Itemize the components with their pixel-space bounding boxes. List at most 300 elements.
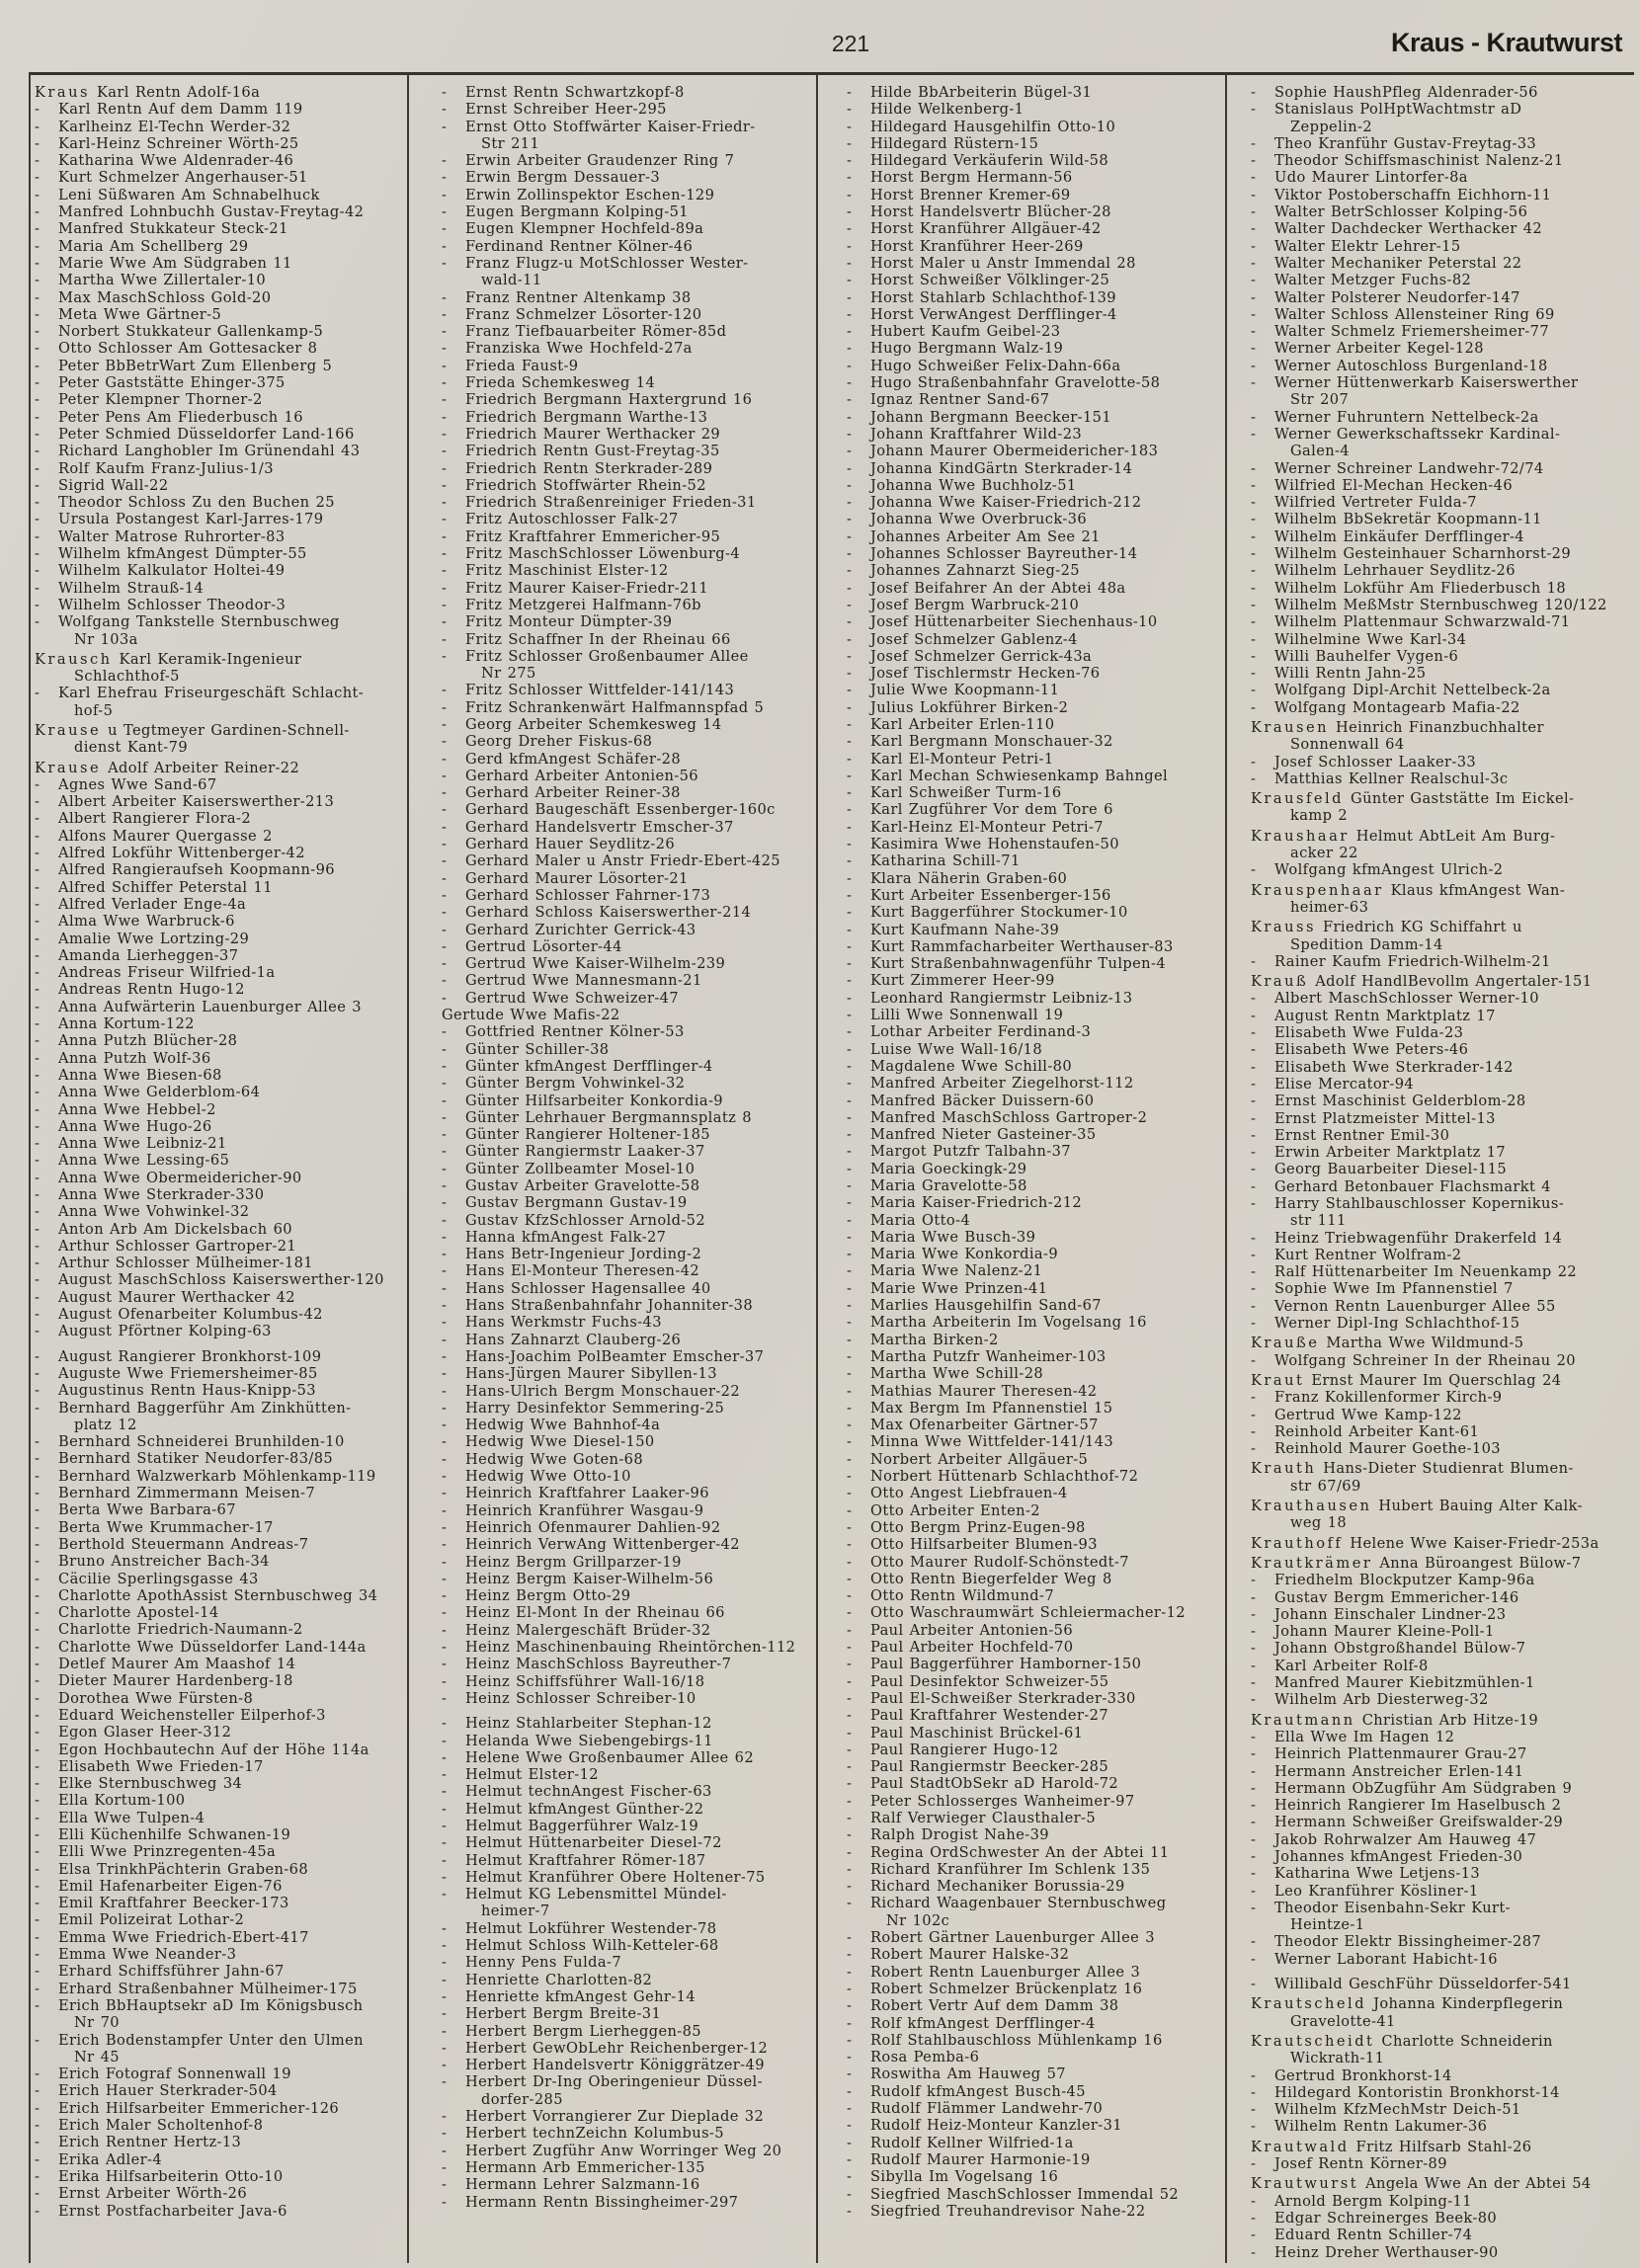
entry-text: Hildegard Kontoristin Bronkhorst-14 (1274, 2083, 1560, 2101)
directory-entry (442, 2073, 811, 2090)
directory-entry (442, 1383, 811, 1400)
directory-entry (442, 1229, 811, 1246)
entry-text: Wilhelm MeßMstr Sternbuschweg 120/122 (1274, 596, 1607, 613)
entry-text: Robert Vertr Auf dem Damm 38 (870, 1997, 1119, 2015)
entry-text: Sigrid Wall-22 (58, 476, 169, 494)
entry-dash: - (442, 1228, 448, 1246)
directory-entry (35, 1032, 404, 1049)
entry-dash: - (1251, 2083, 1257, 2101)
directory-entry (442, 2125, 811, 2142)
entry-text: Willi Bauhelfer Vygen-6 (1274, 647, 1459, 665)
column-3 (847, 84, 1220, 2220)
entry-text: Erwin Arbeiter Graudenzer Ring 7 (465, 152, 735, 170)
entry-dash: - (847, 937, 853, 955)
entry-dash: - (442, 1919, 448, 1937)
surname: Krautscheld (1251, 1995, 1367, 2013)
entry-dash: - (35, 1347, 41, 1365)
entry-text: Heinrich VerwAng Wittenberger-42 (465, 1536, 740, 1554)
entry-text: Otto Angest Liebfrauen-4 (870, 1485, 1068, 1502)
entry-text: Horst VerwAngest Derfflinger-4 (870, 305, 1117, 323)
entry-dash: - (1251, 1177, 1257, 1195)
entry-dash: - (442, 1075, 448, 1093)
entry-text: Gustav Arbeiter Gravelotte-58 (465, 1177, 700, 1194)
entry-dash: - (35, 2150, 41, 2168)
entry-dash: - (35, 545, 41, 563)
column-4 (1251, 84, 1636, 2261)
entry-dash: - (1251, 1674, 1257, 1692)
entry-dash: - (847, 562, 853, 580)
entry-text: Herbert Vorrangierer Zur Dieplade 32 (465, 2108, 765, 2126)
entry-text: Johannes Schlosser Bayreuther-14 (870, 545, 1138, 563)
entry-dash: - (442, 2022, 448, 2040)
entry-dash: - (442, 1748, 448, 1766)
directory-entry (442, 255, 811, 272)
entry-dash: - (1251, 1007, 1257, 1024)
entry-dash: - (35, 1706, 41, 1724)
entry-text: Wilfried El-Mechan Hecken-46 (1274, 476, 1513, 494)
entry-dash: - (442, 1126, 448, 1144)
directory-entry (847, 1639, 1220, 1656)
directory-entry (1251, 289, 1636, 306)
directory-entry (35, 1433, 404, 1450)
entry-dash: - (847, 921, 853, 938)
directory-entry (35, 981, 404, 998)
entry-dash: - (1251, 1195, 1257, 1212)
entry-text: August Ofenarbeiter Kolumbus-42 (58, 1306, 323, 1324)
directory-entry (442, 1690, 811, 1707)
entry-text: Maria Kaiser-Friedrich-212 (870, 1194, 1083, 1212)
entry-dash: - (442, 613, 448, 631)
entry-dash: - (35, 845, 41, 862)
entry-text: Albert MaschSchlosser Werner-10 (1274, 990, 1539, 1008)
entry-dash: - (442, 1868, 448, 1886)
entry-text: Walter Mechaniker Peterstal 22 (1274, 254, 1522, 272)
directory-entry (847, 255, 1220, 272)
entry-text: Kurt Kaufmann Nahe-39 (870, 921, 1060, 938)
entry-dash: - (1251, 1161, 1257, 1178)
entry-dash: - (442, 1851, 448, 1869)
entry-text: Eduard Weichensteller Eilperhof-3 (58, 1706, 326, 1724)
entry-text: Hedwig Wwe Bahnhof-4a (465, 1417, 661, 1434)
entry-text: Rudolf kfmAngest Busch-45 (870, 2082, 1086, 2100)
entry-dash: - (35, 134, 41, 152)
paragraph-gap (442, 1707, 811, 1715)
entry-text: Erwin Bergm Dessauer-3 (465, 169, 661, 187)
directory-entry (847, 1964, 1220, 1981)
entry-text: Maria Am Schellberg 29 (58, 237, 249, 255)
entry-text: Gerhard Arbeiter Reiner-38 (465, 784, 681, 802)
entry-dash: - (35, 775, 41, 793)
directory-entry (847, 1246, 1220, 1262)
directory-entry (847, 2066, 1220, 2082)
surname: Krauthausen (1251, 1498, 1372, 1515)
entry-text: Ernst Schreiber Heer-295 (465, 101, 667, 119)
directory-entry (847, 1519, 1220, 1536)
entry-dash: - (35, 374, 41, 392)
entry-text: Karl Bergmann Monschauer-32 (870, 733, 1113, 751)
entry-text: Ralf Verwieger Clausthaler-5 (870, 1809, 1097, 1826)
entry-dash: - (847, 443, 853, 460)
entry-dash: - (35, 1656, 41, 1673)
entry-text: Otto Maurer Rudolf-Schönstedt-7 (870, 1553, 1129, 1571)
directory-entry (35, 323, 404, 340)
directory-entry (1251, 1389, 1636, 1406)
entry-dash: - (1251, 1847, 1257, 1865)
entry-text: Augustinus Rentn Haus-Knipp-53 (58, 1382, 316, 1400)
entry-dash: - (1251, 698, 1257, 716)
directory-entry (1251, 1230, 1636, 1247)
entry-text: Helmut technAngest Fischer-63 (465, 1783, 712, 1801)
entry-dash: - (35, 1792, 41, 1810)
entry-text: Elsa TrinkhPächterin Graben-68 (58, 1860, 309, 1878)
directory-entry (35, 562, 404, 579)
entry-text: Herbert Handelsvertr Königgrätzer-49 (465, 2057, 765, 2074)
entry-text: Manfred Maurer Kiebitzmühlen-1 (1274, 1674, 1535, 1692)
entry-text: Emma Wwe Friedrich-Ebert-417 (58, 1928, 309, 1946)
entry-dash: - (35, 2185, 41, 2203)
entry-dash: - (847, 1980, 853, 1997)
entry-dash: - (1251, 1422, 1257, 1440)
directory-entry (1251, 358, 1636, 374)
directory-entry (442, 784, 811, 801)
entry-dash: - (847, 1536, 853, 1554)
entry-dash: - (847, 84, 853, 101)
entry-dash: - (442, 972, 448, 990)
entry-dash: - (442, 254, 448, 272)
directory-entry (35, 1604, 404, 1621)
directory-entry (442, 460, 811, 477)
directory-entry (35, 1501, 404, 1518)
directory-entry (847, 1332, 1220, 1348)
directory-entry (442, 494, 811, 511)
entry-text: Anna Wwe Obermeidericher-90 (58, 1169, 302, 1186)
directory-entry (442, 1972, 811, 1988)
entry-dash: - (35, 1996, 41, 2014)
directory-entry (442, 358, 811, 374)
entry-dash: - (1251, 545, 1257, 563)
entry-dash: - (1251, 1389, 1257, 1407)
entry-dash: - (35, 1015, 41, 1033)
entry-text: Norbert Hüttenarb Schlachthof-72 (870, 1468, 1139, 1486)
entry-continuation: Nr 102c (886, 1911, 950, 1929)
entry-text: Günter Zollbeamter Mosel-10 (465, 1160, 696, 1177)
entry-text: Hugo Schweißer Felix-Dahn-66a (870, 357, 1121, 374)
entry-text: Robert Gärtner Lauenburger Allee 3 (870, 1929, 1155, 1947)
entry-dash: - (442, 1604, 448, 1622)
entry-text: Martha Arbeiterin Im Vogelsang 16 (870, 1314, 1147, 1332)
entry-dash: - (442, 750, 448, 768)
entry-text: Robert Maurer Halske-32 (870, 1946, 1070, 1964)
entry-text: Erika Adler-4 (58, 2150, 163, 2168)
directory-entry (847, 477, 1220, 494)
entry-text: Franz Rentner Altenkamp 38 (465, 288, 692, 306)
entry-dash: - (442, 801, 448, 819)
entry-dash: - (847, 408, 853, 426)
entry-dash: - (847, 750, 853, 768)
directory-entry (442, 1519, 811, 1536)
entry-dash: - (442, 698, 448, 716)
directory-entry (35, 1221, 404, 1238)
entry-text: Kurt Zimmerer Heer-99 (870, 972, 1055, 990)
entry-text: Gerhard Zurichter Gerrick-43 (465, 921, 697, 938)
entry-dash: - (1251, 425, 1257, 443)
entry-text: Martha Wwe Schill-28 (870, 1365, 1044, 1383)
directory-entry (1251, 460, 1636, 477)
entry-dash: - (847, 2014, 853, 2032)
entry-text: Alma Wwe Warbruck-6 (58, 913, 235, 931)
entry-text: Josef Beifahrer An der Abtei 48a (870, 579, 1126, 597)
entry-continuation: acker 22 (1290, 845, 1358, 862)
entry-text: Adolf HandlBevollm Angertaler-151 (1315, 973, 1593, 991)
entry-text: Angela Wwe An der Abtei 54 (1365, 2175, 1592, 2193)
directory-entry (442, 1194, 811, 1211)
entry-dash: - (847, 647, 853, 665)
directory-entry (442, 1058, 811, 1075)
directory-entry (1251, 1691, 1636, 1708)
entry-dash: - (1251, 186, 1257, 203)
entry-dash: - (442, 203, 448, 221)
entry-text: Arnold Bergm Kolping-11 (1274, 2192, 1472, 2210)
directory-entry (847, 2135, 1220, 2151)
entry-dash: - (1251, 1093, 1257, 1110)
entry-text: Elisabeth Wwe Sterkrader-142 (1274, 1058, 1514, 1076)
directory-entry (35, 1997, 404, 2014)
entry-text: Anna Putzh Blücher-28 (58, 1032, 238, 1050)
directory-entry (1251, 1831, 1636, 1848)
entry-text: Fritz Autoschlosser Falk-27 (465, 511, 679, 528)
directory-entry (35, 1742, 404, 1758)
directory-entry (1251, 1640, 1636, 1657)
entry-text: u Tegtmeyer Gardinen-Schnell- (108, 721, 350, 739)
directory-entry (442, 1417, 811, 1433)
directory-entry (847, 2117, 1220, 2134)
entry-dash: - (442, 1040, 448, 1058)
entry-text: Heinz Schiffsführer Wall-16/18 (465, 1672, 705, 1690)
directory-entry (847, 1194, 1220, 1211)
entry-continuation: kamp 2 (1290, 807, 1349, 825)
entry-text: Sophie Wwe Im Pfannenstiel 7 (1274, 1280, 1514, 1298)
entry-dash: - (847, 972, 853, 990)
entry-dash: - (35, 2066, 41, 2083)
entry-text: Maria Wwe Nalenz-21 (870, 1262, 1043, 1280)
surname: Krauspenhaar (1251, 881, 1384, 899)
entry-dash: - (442, 1987, 448, 2005)
entry-text: Anna Kortum-122 (58, 1015, 195, 1033)
directory-entry (847, 1058, 1220, 1075)
entry-dash: - (35, 1032, 41, 1050)
entry-text: Erwin Arbeiter Marktplatz 17 (1274, 1144, 1507, 1162)
entry-text: Marlies Hausgehilfin Sand-67 (870, 1297, 1102, 1315)
directory-entry (35, 1621, 404, 1638)
entry-text: Anna Wwe Vohwinkel-32 (58, 1203, 250, 1221)
directory-entry (35, 776, 404, 793)
directory-entry (35, 1929, 404, 1946)
directory-entry (1251, 1298, 1636, 1315)
entry-continuation: heimer-7 (481, 1903, 550, 1920)
entry-text: Josef Tischlermstr Hecken-76 (870, 665, 1101, 683)
entry-dash: - (442, 2073, 448, 2091)
directory-entry (442, 203, 811, 220)
entry-text: Gerhard Schlosser Fahrner-173 (465, 886, 711, 904)
directory-entry (442, 801, 811, 818)
surname: Krautmann (1251, 1711, 1355, 1729)
directory-entry (1251, 1623, 1636, 1640)
directory-entry (847, 545, 1220, 562)
directory-entry (847, 135, 1220, 152)
surname-header-entry (35, 84, 404, 101)
entry-text: Friedhelm Blockputzer Kamp-96a (1274, 1572, 1535, 1589)
directory-entry (847, 613, 1220, 630)
entry-dash: - (35, 408, 41, 426)
directory-entry (35, 203, 404, 220)
directory-entry (442, 443, 811, 459)
entry-dash: - (847, 169, 853, 187)
entry-dash: - (442, 2158, 448, 2176)
directory-entry (847, 1775, 1220, 1792)
directory-entry (442, 1639, 811, 1656)
entry-text: Josef Schmelzer Gablenz-4 (870, 630, 1078, 648)
entry-text: Heinrich Kraftfahrer Laaker-96 (465, 1485, 709, 1502)
directory-entry (35, 119, 404, 135)
entry-dash: - (1251, 203, 1257, 221)
entry-dash: - (1251, 459, 1257, 477)
entry-text: Herbert Bergm Breite-31 (465, 2005, 662, 2023)
entry-text: Werner Autoschloss Burgenland-18 (1274, 357, 1548, 374)
entry-text: Karl Arbeiter Erlen-110 (870, 715, 1055, 733)
entry-dash: - (847, 1023, 853, 1041)
entry-dash: - (35, 613, 41, 631)
paragraph-gap (35, 1340, 404, 1348)
directory-entry (1251, 699, 1636, 716)
entry-text: Elise Mercator-94 (1274, 1075, 1415, 1093)
directory-entry (35, 1238, 404, 1255)
entry-dash: - (442, 1365, 448, 1383)
directory-entry (442, 1733, 811, 1749)
entry-text: Johannes Arbeiter Am See 21 (870, 527, 1101, 545)
entry-text: Paul Kraftfahrer Westender-27 (870, 1707, 1109, 1725)
entry-dash: - (35, 1895, 41, 1912)
directory-entry (847, 203, 1220, 220)
directory-entry (442, 1075, 811, 1092)
entry-dash: - (442, 1834, 448, 1852)
entry-text: Norbert Stukkateur Gallenkamp-5 (58, 323, 324, 341)
directory-entry (847, 870, 1220, 887)
entry-text: Friedrich Rentn Gust-Freytag-35 (465, 443, 720, 460)
entry-text: Rudolf Heiz-Monteur Kanzler-31 (870, 2117, 1122, 2135)
entry-text: Manfred Arbeiter Ziegelhorst-112 (870, 1075, 1134, 1093)
entry-dash: - (847, 203, 853, 221)
directory-entry (35, 1348, 404, 1365)
entry-dash: - (442, 459, 448, 477)
directory-entry (847, 1810, 1220, 1826)
entry-text: Katharina Wwe Aldenrader-46 (58, 152, 294, 170)
entry-text: Peter Gaststätte Ehinger-375 (58, 374, 286, 392)
entry-dash: - (35, 878, 41, 896)
entry-dash: - (847, 1570, 853, 1587)
entry-text: Cäcilie Sperlingsgasse 43 (58, 1570, 259, 1587)
entry-dash: - (442, 1246, 448, 1263)
directory-entry (442, 1400, 811, 1417)
entry-dash: - (442, 2176, 448, 2194)
entry-text: Frieda Faust-9 (465, 357, 579, 374)
entry-text: Elisabeth Wwe Fulda-23 (1274, 1024, 1464, 1042)
directory-entry (847, 426, 1220, 443)
entry-dash: - (847, 698, 853, 716)
directory-entry (1251, 1440, 1636, 1457)
entry-text: Bernhard Zimmermann Meisen-7 (58, 1485, 316, 1502)
entry-dash: - (847, 1228, 853, 1246)
entry-dash: - (1251, 1865, 1257, 1883)
entry-text: Dorothea Wwe Fürsten-8 (58, 1689, 254, 1707)
entry-text: Reinhold Arbeiter Kant-61 (1274, 1422, 1480, 1440)
entry-text: Fritz Maschinist Elster-12 (465, 562, 669, 580)
surname: Krauss (1251, 919, 1316, 936)
entry-text: Ernst Postfacharbeiter Java-6 (58, 2202, 287, 2220)
entry-text: Friedrich Bergmann Warthe-13 (465, 408, 708, 426)
entry-text: Rudolf Flämmer Landwehr-70 (870, 2100, 1104, 2118)
directory-entry (847, 1093, 1220, 1109)
entry-dash: - (847, 904, 853, 922)
entry-dash: - (1251, 1058, 1257, 1076)
directory-entry (442, 152, 811, 169)
directory-entry (1251, 1178, 1636, 1195)
entry-dash: - (847, 1314, 853, 1332)
entry-text: Manfred Nieter Gasteiner-35 (870, 1126, 1097, 1144)
entry-text: Peter Pens Am Fliederbusch 16 (58, 408, 303, 426)
entry-text: Herbert Bergm Lierheggen-85 (465, 2022, 701, 2040)
directory-entry (1251, 1658, 1636, 1674)
entry-text: Helmut AbtLeit Am Burg- (1355, 827, 1556, 845)
entry-dash: - (35, 1586, 41, 1604)
entry-dash: - (1251, 613, 1257, 631)
entry-dash: - (847, 733, 853, 751)
entry-dash: - (847, 1860, 853, 1878)
entry-text: Erich Hauer Sterkrader-504 (58, 2082, 278, 2100)
directory-entry (35, 135, 404, 152)
entry-dash: - (442, 1279, 448, 1297)
directory-entry (442, 1297, 811, 1314)
entry-text: Mathias Maurer Theresen-42 (870, 1382, 1098, 1400)
entry-dash: - (847, 511, 853, 528)
directory-entry (442, 562, 811, 579)
directory-entry (1251, 754, 1636, 770)
entry-text: Theodor Schloss Zu den Buchen 25 (58, 494, 335, 512)
entry-dash: - (1251, 2155, 1257, 2173)
entry-text: Anna Wwe Leibniz-21 (58, 1135, 227, 1153)
entry-dash: - (1251, 1144, 1257, 1162)
entry-dash: - (847, 1501, 853, 1519)
entry-continuation: Str 211 (481, 134, 540, 152)
entry-text: Frieda Schemkesweg 14 (465, 374, 656, 392)
entry-dash: - (442, 852, 448, 870)
directory-entry (442, 511, 811, 527)
entry-text: Udo Maurer Lintorfer-8a (1274, 169, 1468, 187)
directory-entry (1251, 511, 1636, 527)
surname-header-entry (1251, 2033, 1636, 2050)
entry-dash: - (35, 1117, 41, 1135)
entry-dash: - (847, 1792, 853, 1810)
entry-text: Ella Wwe Tulpen-4 (58, 1809, 205, 1826)
entry-text: Paul Rangierer Hugo-12 (870, 1741, 1059, 1758)
directory-entry (847, 2186, 1220, 2203)
directory-entry (1251, 1407, 1636, 1423)
directory-entry (847, 1690, 1220, 1707)
entry-text: Paul Rangiermstr Beecker-285 (870, 1758, 1109, 1776)
directory-entry (847, 2049, 1220, 2066)
entry-dash: - (1251, 1882, 1257, 1900)
entry-text: Heinz El-Mont In der Rheinau 66 (465, 1604, 725, 1622)
entry-dash: - (442, 1971, 448, 1988)
